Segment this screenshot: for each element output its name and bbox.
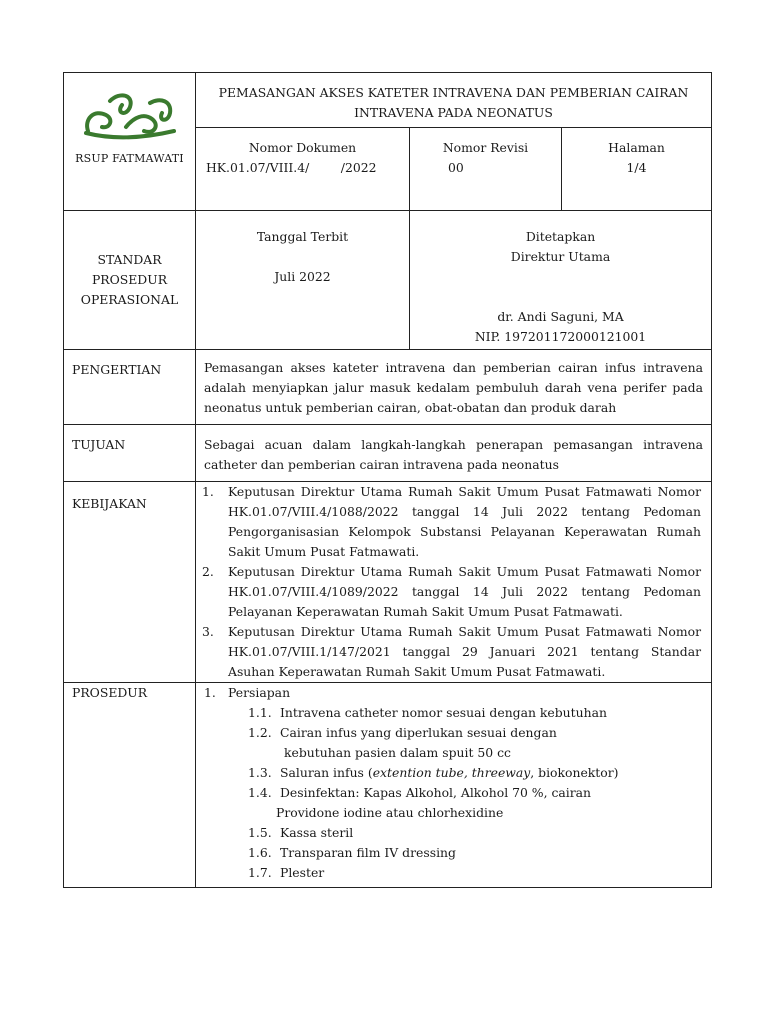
document-title: PEMASANGAN AKSES KATETER INTRAVENA DAN PEMBERIAN CAIRAN INTRAVENA PADA NEONATUS: [196, 73, 712, 128]
sop-table: [63, 72, 712, 888]
approval-cell: [410, 211, 712, 350]
set-by-role: Direktur Utama: [510, 249, 611, 264]
list-item-text: Keputusan Direktur Utama Rumah Sakit Umum Pusat Fatmawati Nomor HK.01.07/VIII.1/147/2021 tanggal 29 Januari 2021 tentang Standar Asuhan Keperawatan Rumah Sakit Umum Pusat Fatmawati.: [228, 624, 702, 679]
list-item-text: Plester: [280, 865, 325, 880]
pengertian-label: PENGERTIAN: [64, 350, 196, 425]
list-item-continuation: kebutuhan pasien dalam spuit 50 cc: [284, 745, 511, 760]
list-item-number: 1.1.: [248, 705, 272, 720]
list-item: [204, 763, 703, 783]
list-item-number: 1.: [202, 484, 214, 499]
revision-cell: [410, 128, 562, 211]
list-item: [202, 622, 701, 682]
sop-document: [63, 72, 711, 888]
list-item-text: Transparan film IV dressing: [280, 845, 456, 860]
pengertian-text: Pemasangan akses kateter intravena dan pemberian cairan infus intravena adalah menyiapkan jalur masuk kedalam pembuluh darah vena perifer pada neonatus untuk pemberian cairan, obat-obatan dan produk darah: [196, 350, 712, 425]
list-item: [204, 783, 703, 823]
list-item-number: 1.2.: [248, 725, 272, 740]
list-item: [204, 843, 703, 863]
doc-number-cell: [196, 128, 410, 211]
signer-name: dr. Andi Saguni, MA: [497, 309, 624, 324]
prosedur-step: [204, 683, 703, 703]
sop-line-2: PROSEDUR: [91, 272, 168, 287]
page-value: 1/4: [626, 160, 647, 175]
list-item-text: Keputusan Direktur Utama Rumah Sakit Umum Pusat Fatmawati Nomor HK.01.07/VIII.4/1088/2022 tanggal 14 Juli 2022 tentang Pedoman Pengorganisasian Kelompok Substansi Pelayanan Keperawatan Rumah Sakit Umum Pusat Fatmawati.: [228, 484, 702, 559]
list-item-text: Keputusan Direktur Utama Rumah Sakit Umum Pusat Fatmawati Nomor HK.01.07/VIII.4/1089/2022 tanggal 14 Juli 2022 tentang Pedoman Pelayanan Keperawatan Rumah Sakit Umum Pusat Fatmawati.: [228, 564, 702, 619]
issue-date-label: Tanggal Terbit: [256, 229, 349, 244]
doc-number-value: HK.01.07/VIII.4/ /2022: [206, 160, 377, 175]
sop-line-3: OPERASIONAL: [80, 292, 179, 307]
list-item-text: Intravena catheter nomor sesuai dengan kebutuhan: [280, 705, 607, 720]
list-item-number: 1.3.: [248, 765, 272, 780]
hospital-logo-icon: [80, 87, 180, 143]
list-item-text: Cairan infus yang diperlukan sesuai dengan: [280, 725, 557, 740]
list-item-text-end: , biokonektor): [530, 765, 619, 780]
list-item-text: Desinfektan: Kapas Alkohol, Alkohol 70 %, cairan: [280, 785, 592, 800]
revision-value: 00: [448, 160, 464, 175]
list-item-number: 1.7.: [248, 865, 272, 880]
list-item: [202, 482, 701, 562]
prosedur-label: PROSEDUR: [64, 683, 196, 888]
list-item: [204, 703, 703, 723]
kebijakan-cell: [196, 482, 712, 683]
hospital-name: RSUP FATMAWATI: [75, 152, 184, 165]
kebijakan-list: [202, 482, 701, 682]
sop-type-label: [64, 211, 196, 350]
list-item-number: 2.: [202, 564, 214, 579]
signer-nip: NIP. 197201172000121001: [474, 329, 647, 344]
tujuan-text: Sebagai acuan dalam langkah-langkah penerapan pemasangan intravena catheter dan pemberian cairan intravena pada neonatus: [196, 425, 712, 482]
list-item-number: 1.5.: [248, 825, 272, 840]
list-item: [202, 562, 701, 622]
doc-number-label: Nomor Dokumen: [248, 140, 357, 155]
prosedur-cell: [196, 683, 712, 888]
page-cell: [562, 128, 712, 211]
page-label: Halaman: [608, 140, 665, 155]
list-item: [204, 823, 703, 843]
tujuan-label: TUJUAN: [64, 425, 196, 482]
kebijakan-label: KEBIJAKAN: [64, 482, 196, 683]
list-item-italic: extention tube, threeway: [372, 765, 531, 780]
step-title: Persiapan: [228, 685, 291, 700]
issue-date-cell: [196, 211, 410, 350]
list-item: [204, 723, 703, 763]
list-item-continuation: Providone iodine atau chlorhexidine: [276, 805, 504, 820]
list-item-text: Saluran infus (: [280, 765, 373, 780]
list-item-number: 3.: [202, 624, 214, 639]
logo-cell: [64, 73, 196, 211]
list-item-number: 1.6.: [248, 845, 272, 860]
list-item-text: Kassa steril: [280, 825, 354, 840]
list-item: [204, 863, 703, 883]
set-by-label: Ditetapkan: [525, 229, 596, 244]
revision-label: Nomor Revisi: [442, 140, 529, 155]
sop-line-1: STANDAR: [97, 252, 162, 267]
step-number: 1.: [204, 685, 216, 700]
issue-date-value: Juli 2022: [274, 269, 331, 284]
list-item-number: 1.4.: [248, 785, 272, 800]
